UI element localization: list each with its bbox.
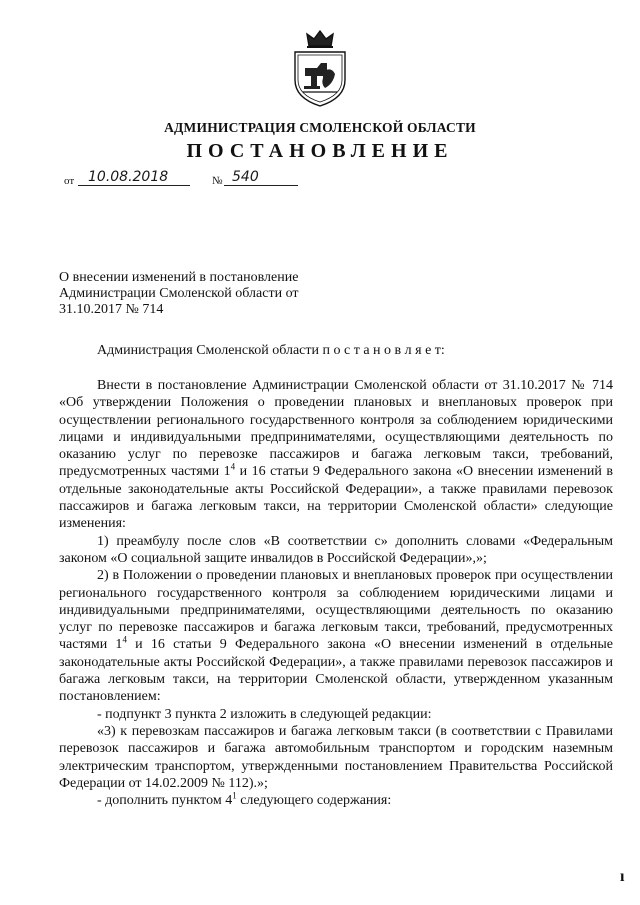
date-value: 10.08.2018 [88,169,169,185]
superscript: 4 [122,634,127,645]
coat-of-arms-icon [287,28,353,108]
paragraph-text: 2) в Положении о проведении плановых и внеплановых проверок при осуществлении регионального государственного контроля за соблюдением юридическими лицами и индивидуальными предпринимателями, осуществляющими деятельность по оказанию услуг по перевозке пассажиров и багажа легковым такси, требований, предусмотренных частями 1 [59,568,613,653]
title-line: 31.10.2017 № 714 [59,302,164,317]
document-title [59,270,359,318]
paragraph-item-1: 1) преамбулу после слов «В соответствии с» дополнить словами «Федеральным законом «О социальной защите инвалидов в Российской Федерации»,»; [59,533,613,566]
paragraph-text: - дополнить пунктом 4 [97,793,233,809]
document-body [59,377,613,809]
paragraph-subitem: - подпункт 3 пункта 2 изложить в следующей редакции: [97,706,432,722]
paragraph-intro [59,377,613,533]
superscript: 1 [232,790,237,801]
margin-mark: ı [620,868,625,885]
organization-name: АДМИНИСТРАЦИЯ СМОЛЕНСКОЙ ОБЛАСТИ [164,120,476,135]
superscript: 4 [230,461,236,472]
document-type: ПОСТАНОВЛЕНИЕ [186,140,454,162]
date-number-line [64,169,324,187]
preamble: Администрация Смоленской области п о с т а н о в л я е т: [97,343,445,358]
paragraph-addition [59,792,613,809]
title-line: О внесении изменений в постановление [59,270,299,285]
paragraph-text: следующего содержания: [236,793,392,809]
date-underline [78,185,190,186]
number-label: № [212,175,223,187]
date-from-label: от [64,175,75,187]
title-line: Администрации Смоленской области от [59,286,299,301]
paragraph-text: и 16 статьи 9 Федерального закона «О внесении изменений в отдельные законодательные акты Российской Федерации», а также правилами перевозок пассажиров и багажа легковым такси, на территории Смоленской области» следующие изменения: [59,464,613,532]
number-underline [224,185,298,186]
paragraph-item-2 [59,567,613,705]
paragraph-text: и 16 статьи 9 Федерального закона «О внесении изменений в отдельные законодательные акты Российской Федерации», а также правилами перевозок пассажиров и багажа легковым такси, на территории Смоленской области, утвержденном указанным постановлением: [59,637,614,705]
paragraph-quote: «3) к перевозкам пассажиров и багажа легковым такси (в соответствии с Правилами перевозок пассажиров и багажа автомобильным транспортом и городским наземным электрическим транспортом, утвержденными постановлением Правительства Российской Федерации от 14.02.2009 № 112).»; [59,723,613,791]
number-value: 540 [232,169,259,185]
paragraph-text: Внести в постановление Администрации Смоленской области от 31.10.2017 № 714 «Об утверждении Положения о проведении плановых и внеплановых проверок при осуществлении регионального государственного контроля за соблюдением юридическими лицами и индивидуальными предпринимателями, осуществляющими деятельность по оказанию услуг по перевозке пассажиров и багажа легковым такси, требований, предусмотренных частями 1 [59,378,613,480]
